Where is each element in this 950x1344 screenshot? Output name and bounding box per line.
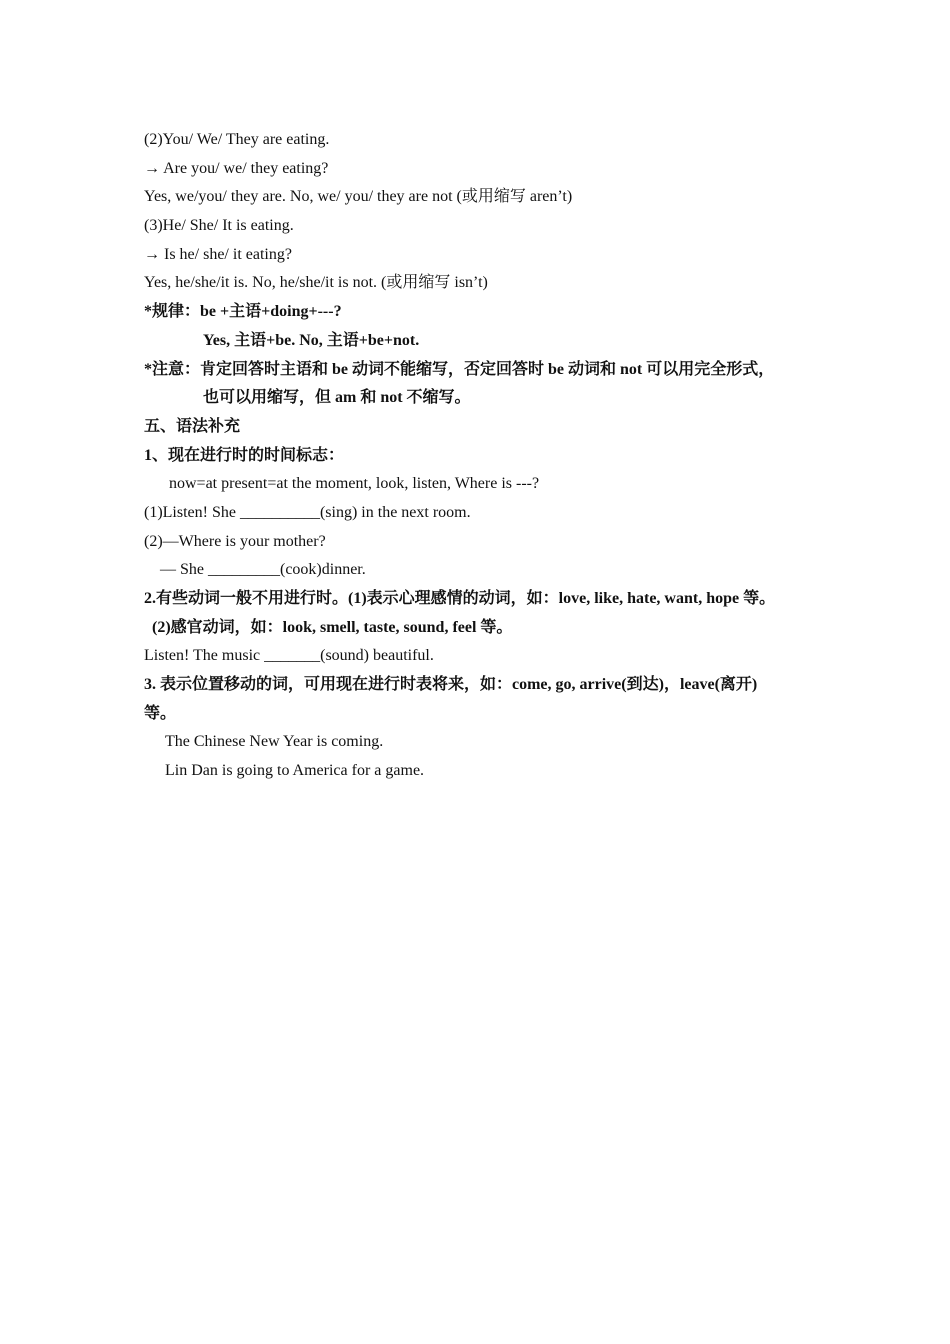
note-heading: *注意：肯定回答时主语和 be 动词不能缩写，否定回答时 be 动词和 not 可以用完全形式，: [144, 360, 775, 378]
time-markers: now=at present=at the moment, look, listen, Where is ---?: [169, 475, 540, 493]
rule-continuation: (2)感官动词，如：look, smell, taste, sound, feel 等。: [152, 618, 513, 636]
text-line: Yes, he/she/it is. No, he/she/it is not. (或用缩写 isn’t): [144, 274, 488, 292]
text-line: Yes, we/you/ they are. No, we/ you/ they are not (或用缩写 aren’t): [144, 188, 573, 206]
text-line: (2)You/ We/ They are eating.: [144, 131, 330, 148]
document-body: [144, 126, 824, 786]
exercise-line: — She _________(cook)dinner.: [160, 561, 366, 579]
rule-heading: *规律：be +主语+doing+---?: [144, 303, 342, 321]
exercise-line: (2)—Where is your mother?: [144, 532, 326, 550]
subsection-heading: 1、现在进行时的时间标志：: [144, 446, 345, 464]
rule-answer-pattern: Yes, 主语+be. No, 主语+be+not.: [203, 331, 420, 349]
rule-continuation: 等。: [144, 704, 177, 722]
exercise-line: (1)Listen! She __________(sing) in the next room.: [144, 503, 471, 521]
example-line: The Chinese New Year is coming.: [165, 733, 384, 751]
rule-heading: 3. 表示位置移动的词，可用现在进行时表将来，如：come, go, arrive(到达)，leave(离开): [144, 676, 758, 694]
exercise-line: Listen! The music _______(sound) beautiful.: [144, 647, 434, 665]
note-continuation: 也可以用缩写，但 am 和 not 不缩写。: [203, 389, 471, 407]
rule-heading: 2.有些动词一般不用进行时。(1)表示心理感情的动词，如：love, like, hate, want, hope 等。: [144, 590, 776, 607]
example-line: Lin Dan is going to America for a game.: [165, 762, 425, 780]
text-line: → Are you/ we/ they eating?: [144, 159, 329, 177]
section-heading: 五、语法补充: [144, 417, 241, 435]
text-line: (3)He/ She/ It is eating.: [144, 217, 294, 235]
text-line: → Is he/ she/ it eating?: [144, 245, 292, 263]
